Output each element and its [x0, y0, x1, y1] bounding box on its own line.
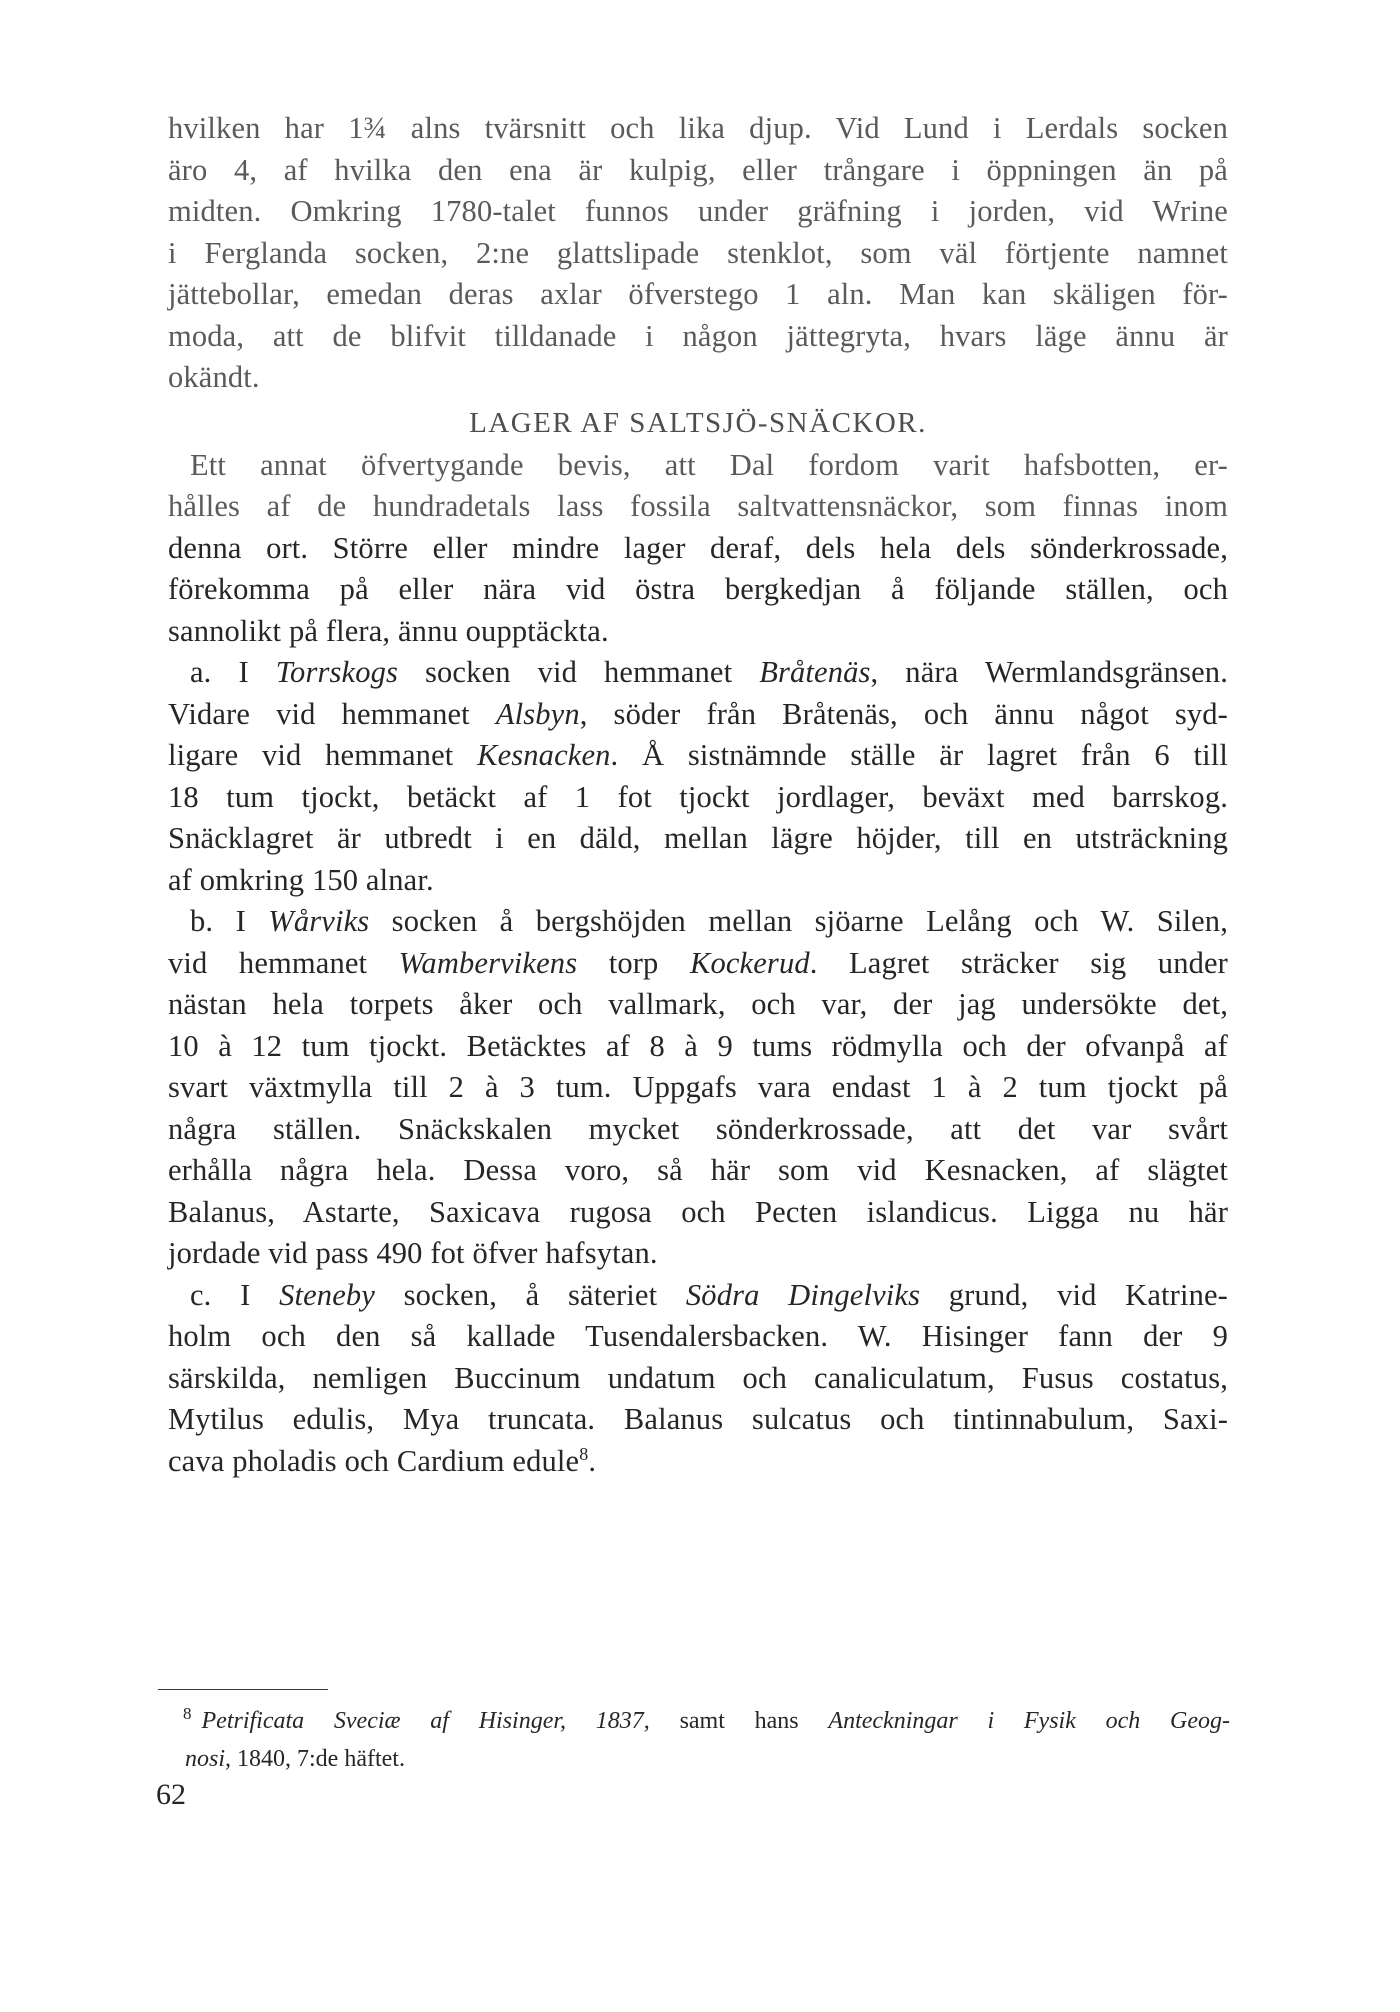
text-span: socken, å säteriet	[374, 1277, 686, 1312]
text-span: a. I	[190, 655, 276, 689]
text-span: grund, vid Katrine-	[920, 1277, 1228, 1312]
text-line: 10 à 12 tum tjockt. Betäcktes af 8 à 9 tums rödmylla och der ofvanpå af	[168, 1028, 1228, 1063]
text-line: äro 4, af hvilka den ena är kulpig, eller trångare i öppningen än på	[168, 152, 1228, 187]
text-line: i Ferglanda socken, 2:ne glattslipade stenklot, som väl förtjente namnet	[168, 235, 1228, 270]
paragraph-intro	[168, 445, 1228, 653]
place-name: Södra Dingelviks	[685, 1277, 921, 1312]
text-line: jordade vid pass 490 fot öfver hafsytan.	[168, 1236, 658, 1270]
text-span: Vidare vid hemmanet	[168, 696, 496, 731]
text-line: 18 tum tjockt, betäckt af 1 fot tjockt jordlager, beväxt med barrskog.	[168, 779, 1228, 814]
place-name: Alsbyn	[495, 696, 580, 731]
text-line: några ställen. Snäckskalen mycket sönderkrossade, att det var svårt	[168, 1111, 1228, 1146]
text-span: . Å sistnämnde ställe är lagret från 6 till	[610, 738, 1228, 772]
text-line: denna ort. Större eller mindre lager deraf, dels hela dels sönderkrossade,	[168, 530, 1228, 565]
text-line: jättebollar, emedan deras axlar öfverstego 1 aln. Man kan skäligen för-	[168, 277, 1228, 311]
paragraph-c-steneby	[168, 1275, 1228, 1483]
text-line	[168, 943, 1228, 985]
footnote	[185, 1702, 1230, 1778]
place-name: Wårviks	[268, 904, 370, 938]
page-body	[168, 108, 1228, 1482]
text-span: c. I	[190, 1277, 280, 1312]
text-line: holm och den så kallade Tusendalersbacken. W. Hisinger fann der 9	[168, 1319, 1228, 1353]
text-line	[168, 694, 1228, 736]
footnote-line	[183, 1702, 1230, 1740]
place-name: Torrskogs	[275, 655, 399, 689]
text-span: , nära Wermlandsgränsen.	[870, 655, 1228, 689]
place-name: Steneby	[279, 1277, 375, 1312]
footnote-divider	[158, 1689, 328, 1690]
text-span: cava pholadis och Cardium edule	[168, 1443, 580, 1478]
text-line: särskilda, nemligen Buccinum undatum och canaliculatum, Fusus costatus,	[168, 1360, 1228, 1395]
text-line	[168, 901, 1228, 943]
text-line: Mytilus edulis, Mya truncata. Balanus sulcatus och tintinnabulum, Saxi-	[168, 1402, 1228, 1436]
paragraph-b-warvik	[168, 901, 1228, 1275]
text-span: torp	[577, 945, 690, 980]
paragraph-jattebollar	[168, 108, 1228, 399]
text-line: sannolikt på flera, ännu oupptäckta.	[168, 613, 609, 648]
footnote-title: nosi,	[185, 1746, 232, 1772]
text-span: b. I	[190, 904, 269, 938]
text-line: hvilken har 1¾ alns tvärsnitt och lika djup. Vid Lund i Lerdals socken	[168, 111, 1228, 145]
text-span: vid hemmanet	[168, 945, 399, 980]
footnote-reference: 8	[579, 1443, 589, 1464]
page-number: 62	[156, 1778, 186, 1811]
text-line	[168, 1275, 1228, 1317]
place-name: Kockerud	[689, 945, 810, 980]
footnote-title: Petrificata Sveciæ af Hisinger, 1837,	[201, 1708, 650, 1734]
text-line: midten. Omkring 1780-talet funnos under gräfning i jorden, vid Wrine	[168, 194, 1228, 228]
text-line: Snäcklagret är utbredt i en däld, mellan lägre höjder, till en utsträckning	[168, 821, 1228, 855]
text-span: socken vid hemmanet	[398, 655, 760, 689]
text-line: af omkring 150 alnar.	[168, 862, 434, 897]
section-heading: LAGER AF SALTSJÖ-SNÄCKOR.	[469, 406, 927, 439]
text-line: förekomma på eller nära vid östra bergkedjan å följande ställen, och	[168, 572, 1228, 606]
text-line: okändt.	[168, 360, 260, 394]
text-span: ligare vid hemmanet	[168, 738, 478, 772]
text-span: socken å bergshöjden mellan sjöarne Lelång och W. Silen,	[369, 904, 1228, 938]
text-span: samt hans	[649, 1708, 829, 1734]
paragraph-a-torrskog	[168, 652, 1228, 901]
text-line: nästan hela torpets åker och vallmark, och var, der jag undersökte det,	[168, 987, 1228, 1021]
text-line	[168, 1441, 1228, 1483]
footnote-title: Anteckningar i Fysik och Geog-	[828, 1708, 1230, 1734]
text-line	[168, 652, 1228, 694]
text-line: hålles af de hundradetals lass fossila saltvattensnäckor, som finnas inom	[168, 489, 1228, 523]
text-line	[168, 735, 1228, 777]
place-name: Wambervikens	[398, 945, 578, 980]
text-span: , söder från Bråtenäs, och ännu något syd-	[579, 696, 1228, 731]
footnote-line	[185, 1740, 1230, 1778]
text-line: moda, att de blifvit tilldanade i någon jättegryta, hvars läge ännu är	[168, 318, 1228, 353]
place-name: Kesnacken	[477, 738, 611, 772]
text-span: 1840, 7:de häftet.	[231, 1746, 405, 1772]
text-line: Balanus, Astarte, Saxicava rugosa och Pecten islandicus. Ligga nu här	[168, 1194, 1228, 1229]
text-span: .	[588, 1443, 597, 1478]
text-line: erhålla några hela. Dessa voro, så här som vid Kesnacken, af slägtet	[168, 1153, 1228, 1187]
text-line: Ett annat öfvertygande bevis, att Dal fordom varit hafsbotten, er-	[190, 447, 1228, 482]
text-line: svart växtmylla till 2 à 3 tum. Uppgafs vara endast 1 à 2 tum tjockt på	[168, 1070, 1228, 1104]
text-span: . Lagret sträcker sig under	[809, 945, 1228, 980]
place-name: Bråtenäs	[759, 655, 871, 689]
footnote-mark: 8	[183, 1704, 192, 1723]
